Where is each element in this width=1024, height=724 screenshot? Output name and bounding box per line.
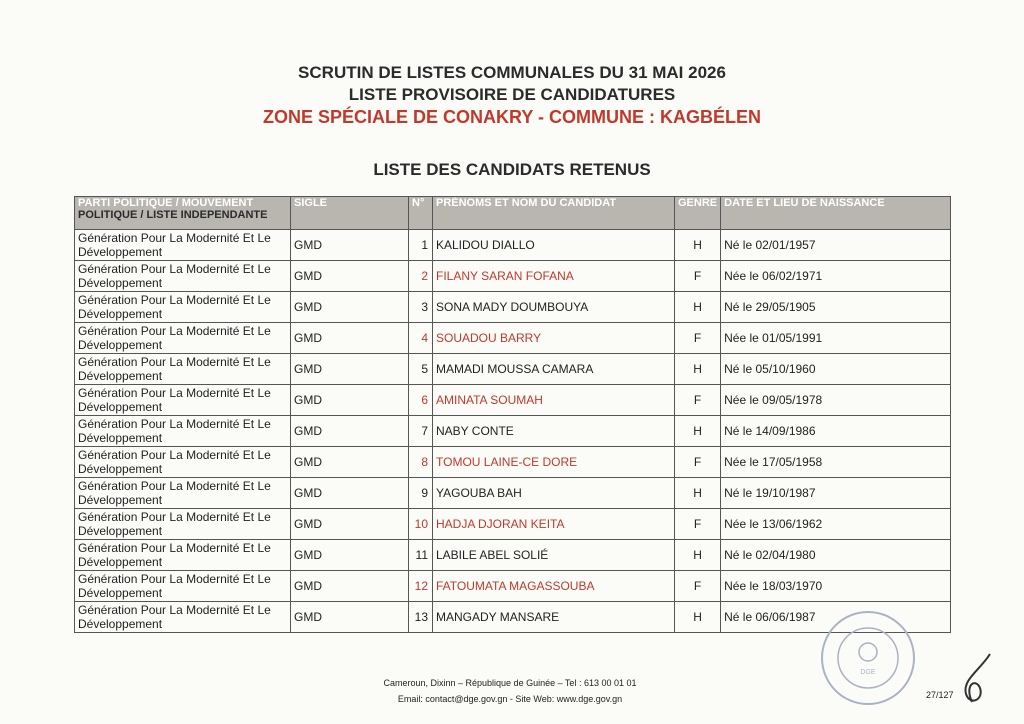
- header-name: [433, 197, 675, 230]
- cell-num: 2: [409, 261, 433, 292]
- cell-birth: Née le 13/06/1962: [721, 509, 951, 540]
- cell-name: LABILE ABEL SOLIÉ: [433, 540, 675, 571]
- cell-party: Génération Pour La Modernité Et Le Développement: [75, 509, 291, 540]
- header-party: [75, 197, 291, 230]
- cell-genre: F: [675, 509, 721, 540]
- cell-num: 1: [409, 230, 433, 261]
- cell-genre: F: [675, 571, 721, 602]
- cell-birth: Née le 06/02/1971: [721, 261, 951, 292]
- cell-name: NABY CONTE: [433, 416, 675, 447]
- cell-num: 5: [409, 354, 433, 385]
- footer-address: Cameroun, Dixinn – République de Guinée – Tel : 613 00 01 01: [383, 678, 637, 688]
- cell-birth: Née le 17/05/1958: [721, 447, 951, 478]
- cell-party: Génération Pour La Modernité Et Le Développement: [75, 292, 291, 323]
- cell-genre: H: [675, 354, 721, 385]
- cell-name: YAGOUBA BAH: [433, 478, 675, 509]
- cell-birth: Né le 06/06/1987: [721, 602, 951, 633]
- cell-sigle: GMD: [291, 571, 409, 602]
- cell-num: 7: [409, 416, 433, 447]
- table-row: [75, 385, 951, 416]
- header-sigle: SIGLE: [291, 197, 409, 230]
- cell-sigle: GMD: [291, 230, 409, 261]
- cell-party: Génération Pour La Modernité Et Le Développement: [75, 261, 291, 292]
- cell-party: Génération Pour La Modernité Et Le Développement: [75, 602, 291, 633]
- cell-genre: H: [675, 540, 721, 571]
- cell-name: AMINATA SOUMAH: [433, 385, 675, 416]
- table-row: [75, 478, 951, 509]
- cell-sigle: GMD: [291, 292, 409, 323]
- cell-num: 13: [409, 602, 433, 633]
- cell-num: 10: [409, 509, 433, 540]
- cell-sigle: GMD: [291, 602, 409, 633]
- svg-text:DGE: DGE: [860, 669, 876, 676]
- cell-party: Génération Pour La Modernité Et Le Développement: [75, 323, 291, 354]
- cell-name: FILANY SARAN FOFANA: [433, 261, 675, 292]
- cell-genre: H: [675, 602, 721, 633]
- table-row: [75, 230, 951, 261]
- cell-num: 4: [409, 323, 433, 354]
- cell-num: 6: [409, 385, 433, 416]
- cell-birth: Né le 14/09/1986: [721, 416, 951, 447]
- header-party-line2: POLITIQUE / LISTE INDEPENDANTE: [78, 209, 268, 221]
- cell-genre: F: [675, 323, 721, 354]
- handwritten-signature-icon: [950, 650, 1000, 710]
- title-line-1: SCRUTIN DE LISTES COMMUNALES DU 31 MAI 2026: [298, 63, 726, 82]
- cell-sigle: GMD: [291, 354, 409, 385]
- cell-birth: Né le 19/10/1987: [721, 478, 951, 509]
- cell-birth: Né le 05/10/1960: [721, 354, 951, 385]
- table-row: [75, 323, 951, 354]
- cell-num: 11: [409, 540, 433, 571]
- cell-party: Génération Pour La Modernité Et Le Développement: [75, 571, 291, 602]
- official-stamp-icon: [818, 608, 918, 708]
- cell-party: Génération Pour La Modernité Et Le Développement: [75, 230, 291, 261]
- cell-name: TOMOU LAINE-CE DORE: [433, 447, 675, 478]
- cell-name: SOUADOU BARRY: [433, 323, 675, 354]
- table-row: [75, 540, 951, 571]
- header-name-b: NOM DU CANDIDAT: [511, 197, 617, 209]
- page-footer: [300, 675, 720, 707]
- cell-name: MAMADI MOUSSA CAMARA: [433, 354, 675, 385]
- cell-sigle: GMD: [291, 478, 409, 509]
- header-birth: DATE ET LIEU DE NAISSANCE: [721, 197, 951, 230]
- cell-num: 12: [409, 571, 433, 602]
- title-line-2: LISTE PROVISOIRE DE CANDIDATURES: [348, 85, 676, 104]
- table-row: [75, 509, 951, 540]
- section-subtitle: LISTE DES CANDIDATS RETENUS: [373, 160, 651, 179]
- cell-genre: F: [675, 261, 721, 292]
- title-line-3: ZONE SPÉCIALE DE CONAKRY - COMMUNE : KAGBÉLEN: [262, 107, 762, 127]
- cell-party: Génération Pour La Modernité Et Le Développement: [75, 478, 291, 509]
- table-row: [75, 292, 951, 323]
- cell-sigle: GMD: [291, 416, 409, 447]
- candidates-table: [74, 196, 951, 633]
- cell-genre: H: [675, 230, 721, 261]
- page-number: 27/127: [926, 690, 954, 700]
- cell-name: HADJA DJORAN KEITA: [433, 509, 675, 540]
- cell-party: Génération Pour La Modernité Et Le Développement: [75, 385, 291, 416]
- cell-genre: H: [675, 478, 721, 509]
- cell-name: SONA MADY DOUMBOUYA: [433, 292, 675, 323]
- cell-party: Génération Pour La Modernité Et Le Développement: [75, 416, 291, 447]
- table-row: [75, 447, 951, 478]
- cell-sigle: GMD: [291, 509, 409, 540]
- cell-party: Génération Pour La Modernité Et Le Développement: [75, 540, 291, 571]
- cell-party: Génération Pour La Modernité Et Le Développement: [75, 354, 291, 385]
- header-genre: GENRE: [675, 197, 721, 230]
- cell-genre: F: [675, 385, 721, 416]
- cell-sigle: GMD: [291, 261, 409, 292]
- cell-num: 8: [409, 447, 433, 478]
- cell-num: 3: [409, 292, 433, 323]
- cell-birth: Née le 18/03/1970: [721, 571, 951, 602]
- header-num: N°: [409, 197, 433, 230]
- header-name-a: PRÉNOMS ET: [436, 197, 512, 209]
- cell-name: MANGADY MANSARE: [433, 602, 675, 633]
- document-header: [0, 62, 1024, 128]
- cell-sigle: GMD: [291, 323, 409, 354]
- cell-name: KALIDOU DIALLO: [433, 230, 675, 261]
- cell-birth: Née le 01/05/1991: [721, 323, 951, 354]
- cell-name: FATOUMATA MAGASSOUBA: [433, 571, 675, 602]
- cell-sigle: GMD: [291, 540, 409, 571]
- footer-contact: Email: contact@dge.gov.gn - Site Web: www.dge.gov.gn: [397, 694, 623, 704]
- table-header-row: [75, 197, 951, 230]
- header-party-line1: PARTI POLITIQUE / MOUVEMENT: [78, 197, 254, 209]
- cell-genre: H: [675, 292, 721, 323]
- cell-party: Génération Pour La Modernité Et Le Développement: [75, 447, 291, 478]
- cell-genre: H: [675, 416, 721, 447]
- cell-sigle: GMD: [291, 385, 409, 416]
- table-row: [75, 261, 951, 292]
- cell-birth: Né le 02/04/1980: [721, 540, 951, 571]
- table-row: [75, 416, 951, 447]
- cell-birth: Né le 02/01/1957: [721, 230, 951, 261]
- cell-birth: Né le 29/05/1905: [721, 292, 951, 323]
- cell-num: 9: [409, 478, 433, 509]
- table-row: [75, 571, 951, 602]
- cell-sigle: GMD: [291, 447, 409, 478]
- cell-birth: Née le 09/05/1978: [721, 385, 951, 416]
- cell-genre: F: [675, 447, 721, 478]
- table-row: [75, 354, 951, 385]
